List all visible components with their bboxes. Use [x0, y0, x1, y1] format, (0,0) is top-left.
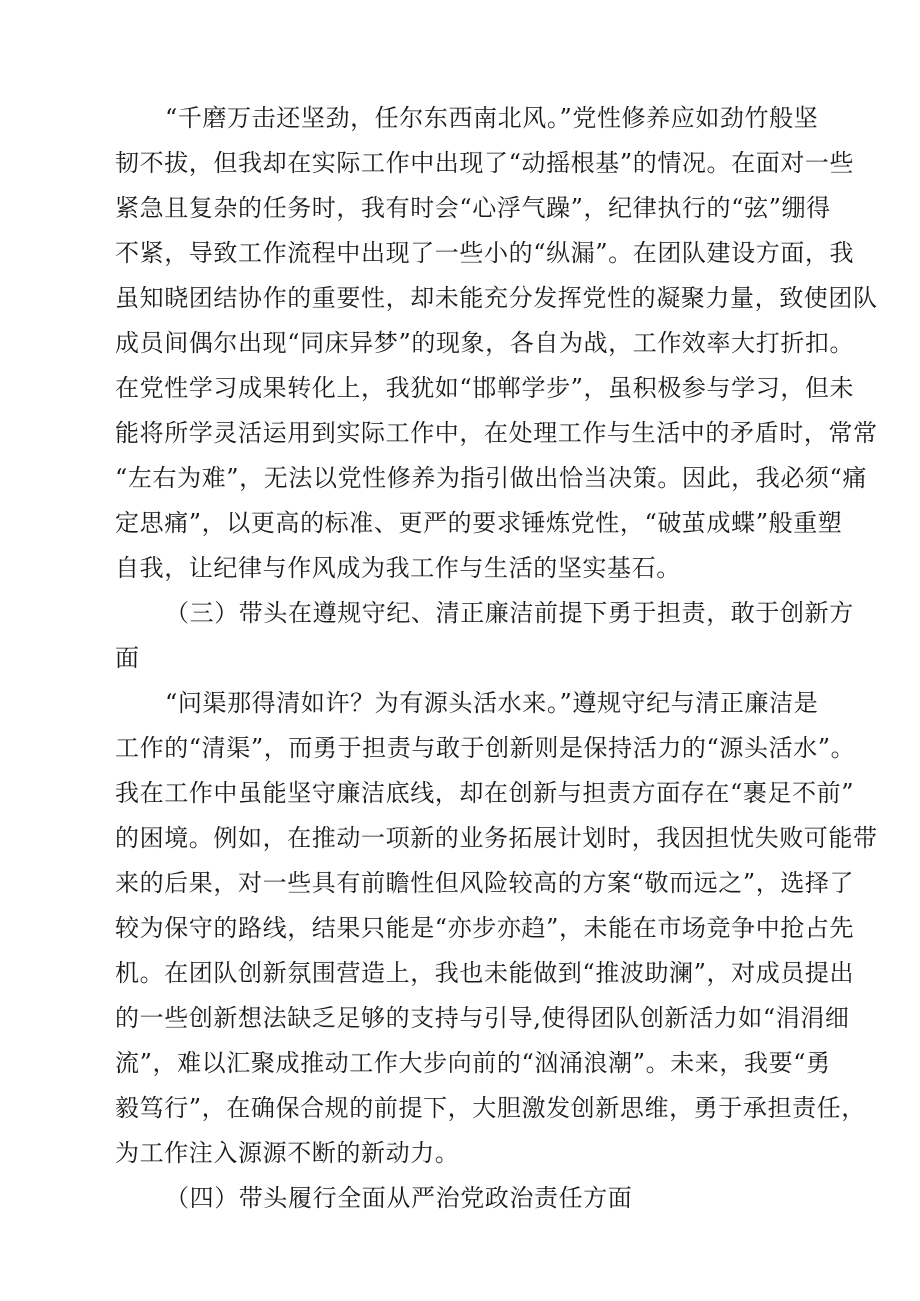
text-line: 不紧，导致工作流程中出现了一些小的“纵漏”。在团队建设方面，我 — [115, 239, 855, 267]
text-line: 我在工作中虽能坚守廉洁底线，却在创新与担责方面存在“裹足不前” — [115, 779, 855, 807]
heading-line: （四）带头履行全面从严治党政治责任方面 — [165, 1184, 633, 1212]
text-line: 来的后果，对一些具有前瞻性但风险较高的方案“敬而远之”，选择了 — [115, 869, 855, 897]
text-line: “左右为难”，无法以党性修养为指引做出恰当决策。因此，我必须“痛 — [115, 464, 868, 492]
text-line: 虽知晓团结协作的重要性，却未能充分发挥党性的凝聚力量，致使团队 — [115, 284, 878, 312]
text-line: 定思痛”，以更高的标准、更严的要求锤炼党性，“破茧成蝶”般重塑 — [115, 509, 843, 537]
text-line: 成员间偶尔出现“同床异梦”的现象，各自为战，工作效率大打折扣。 — [115, 329, 855, 357]
text-line: 工作的“清渠”，而勇于担责与敢于创新则是保持活力的“源头活水”。 — [115, 734, 856, 762]
text-line: 自我，让纪律与作风成为我工作与生活的坚实基石。 — [115, 554, 681, 582]
text-line: 韧不拔，但我却在实际工作中出现了“动摇根基”的情况。在面对一些 — [115, 149, 855, 177]
text-line: 的一些创新想法缺乏足够的支持与引导,使得团队创新活力如“涓涓细 — [115, 1004, 850, 1032]
text-line: “千磨万击还坚劲，任尔东西南北风。”党性修养应如劲竹般坚 — [165, 104, 819, 132]
text-line: 机。在团队创新氛围营造上，我也未能做到“推波助澜”，对成员提出 — [115, 959, 855, 987]
text-line: 毅笃行”，在确保合规的前提下，大胆激发创新思维，勇于承担责任， — [115, 1094, 866, 1122]
text-line: 流”，难以汇聚成推动工作大步向前的“汹涌浪潮”。未来，我要“勇 — [115, 1049, 831, 1077]
text-line: 紧急且复杂的任务时，我有时会“心浮气躁”，纪律执行的“弦”绷得 — [115, 194, 831, 222]
heading-line: 面 — [115, 644, 140, 672]
text-line: 较为保守的路线，结果只能是“亦步亦趋”，未能在市场竞争中抢占先 — [115, 914, 855, 942]
text-line: 的困境。例如，在推动一项新的业务拓展计划时，我因担忧失败可能带 — [115, 824, 878, 852]
text-line: 在党性学习成果转化上，我犹如“邯郸学步”，虽积极参与学习，但未 — [115, 374, 855, 402]
text-line: 为工作注入源源不断的新动力。 — [115, 1139, 460, 1167]
heading-line: （三）带头在遵规守纪、清正廉洁前提下勇于担责，敢于创新方 — [165, 599, 854, 627]
text-line: “问渠那得清如许？为有源头活水来。”遵规守纪与清正廉洁是 — [165, 689, 819, 717]
text-line: 能将所学灵活运用到实际工作中，在处理工作与生活中的矛盾时，常常 — [115, 419, 878, 447]
